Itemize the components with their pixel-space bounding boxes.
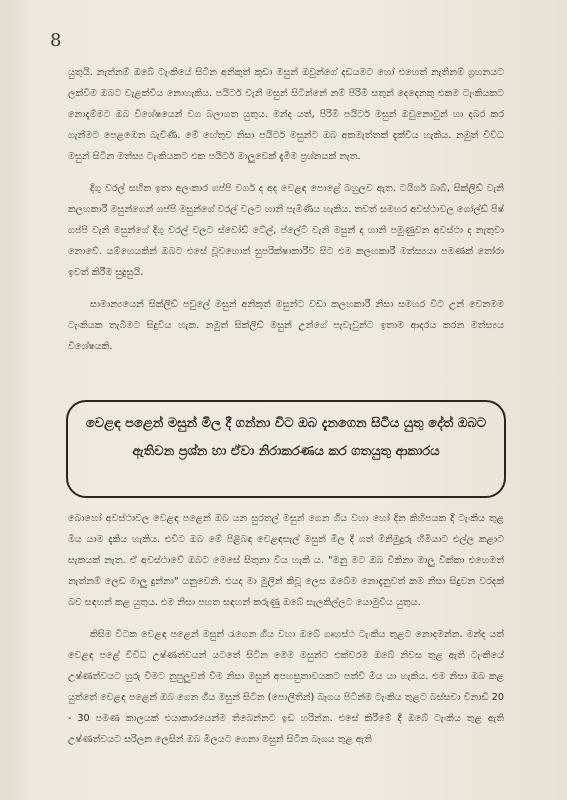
- paragraph-2: දිගු වරල් සහිත ඉතා අලංකාර ගප්පි වර්ග ද අද වෙළඳ පොළේ බහුලව ඇත. ටයිගර් බාබ්, සික්ලිඩ් වැනි කලහකාරී මසුන්ගෙන් ගප්පි මසුන්ගේ වරල් වලට හානි පැමිණිය හැකිය. තවත් සමහර අවස්ථාවල ගෝල්ඩ් පිෂ් ගප්පි වැනි මසුන්ගේ දිගු වරල් වලට ස්වෝඩ් ටේල්, ප්ලේටි වැනි මසුන් ද හානි පමුණුවන අවස්ථා ද නැතුවා නොවේ. යම්හෙයකින් ඔබට එසේ වූවහොත් සුපරික්ෂාකාරීව සිට එම කලහකාරී මත්ස්‍යයා පමණක් තෝරා ඉවත් කිරීම සුදුසුයි.: [68, 183, 504, 278]
- body-text-top: [68, 62, 504, 368]
- paragraph-4: බොහෝ අවස්ථාවල වෙළඳ පළෙන් ඔබ යන සුරතල් මසුන් ගෙන ගිය වහා හෝ දින කිහිපයක දී ටැංකිය තුළ මිය යාම දැකිය හැකිය. එවිට ඔබ මේ පිළිබඳ වෙළඳසැල් මසුන් මිල දී ගත් මිනිමුදුරු හිමියාට එල්ල කළාට සැකයක් නැත. ඒ අවස්ථාවේ ඔබට මෙසේ සිතුනා විය හැකි ය. "මනු මට ඔබ විකිනා මාලු වික්කා එහෙමත් නැත්නම් ලෙඩ මාලු දුන්නා" යනුවෙනි. එයද මා මුලින් කිවූ ලෙස ඔබේම නොදැනුවත් කම නිසා සිදුවන වරදක් බව සඳහන් කළ යුතුය. එම නිසා පහත සඳහන් කරුණු ඔබේ සැලකිල්ලට යොමුවිය යුතුය.: [68, 513, 504, 608]
- section-heading-text: වෙළඳ පළෙන් මසුන් මිල දී ගන්නා විට ඔබ දැනගෙන සිටිය යුතු දේත් ඔබට ඇතිවන ප්‍රශ්න හා ඒවා නිරාකරණය කර ගතයුතු ආකාරය: [85, 416, 487, 459]
- body-text-bottom: [68, 508, 504, 761]
- paragraph-3: සාමාන්‍යයෙන් සික්ලිඩ් පවුලේ මසුන් අනිකුත් මසුන්ට වඩා කලහකාරී නිසා සමහර විට උන් වෙනමම ටැංකියක තැබීමට සිදුවිය හැක. නමුත් සික්ලිඩ් මසුන් උන්ගේ පැවැවුන්ට ඉතාම ආදරය කරන මත්ස්‍යය විශේෂයකි.: [68, 299, 504, 352]
- paragraph-5: කිසිම විටක වෙළඳ පළෙන් මසුන් රැගෙන ගිය වහා ඔබේ ගෘහස්ථ ටැංකිය තුළට නොදමන්න. මන්ද යත් වෙළඳ පළේ විවිධ උෂ්ණත්වයන් යටතේ සිටින මෙම මසුන්ට එක්වරම ඔබේ නිවස තුළ ඇති ටැංකියේ උෂ්ණත්වයට හුරු වීමට නුපුලුවන් වීම නිසා මසුන් අපහසුතාවයකට පත්වී මිය යා හැකිය. එම නිසා ඔබ කළ යුත්තේ වෙළඳ පළෙන් ඔබ ගෙන ගිය මසුන් සිටින (පොලිතින්) බෑගය පිටින්ම ටැංකිය තුළට බස්සවා විනාඩි 20 - 30 පමණ කාලයක් එයාකාරයෙන්ම තිබෙන්නට ඉඩ හරින්න. එසේ කිරීමේ දී ඔබේ ටැංකිය තුළ ඇති උෂ්ණත්වයට සරිලන ලෙසින් ඔබ මිලයට ගෙනා මසුන් සිටින බෑගය තුළ ඇති: [68, 629, 504, 745]
- paragraph-1: යුතුයි. නැත්නම් ඔබේ ටැංකියේ සිටින අනිකුත් කුඩා මසුන් ඔවුන්ගේ දඩයමට හෝ එහෙත් නැතිනම් ග්‍රහනයට ලක්විම ඔබට වැළක්විය නොහැකිය. පයිටර් වැනි මසුන් සිටින්නේ නම් පිරිමි සතුන් දෙදෙනකු එකම ටැංකියකට නොදැම්මට ඔබ විශේෂයෙන් වග බලාගත යුතුය. මන්ද යත්, පිරිමි පයිටර් මසුන් ඔවුනොවුන් හා දබර කර ගැනීමට පෙළඹෙන බැවිණි. මේ හේතුව නිසා පයිටර් මසුන්ට ඔබ අකමැත්තක් දැක්විය හැකිය. නමුත් විවිධ මසුන් සිටින මත්ස්‍ය ටැංකියකට එක පයිටර් මාලුවෙක් දැමීම ප්‍රශ්නයක් නැත.: [68, 67, 504, 162]
- page-number: 8: [50, 30, 62, 51]
- section-heading-box: [66, 400, 506, 498]
